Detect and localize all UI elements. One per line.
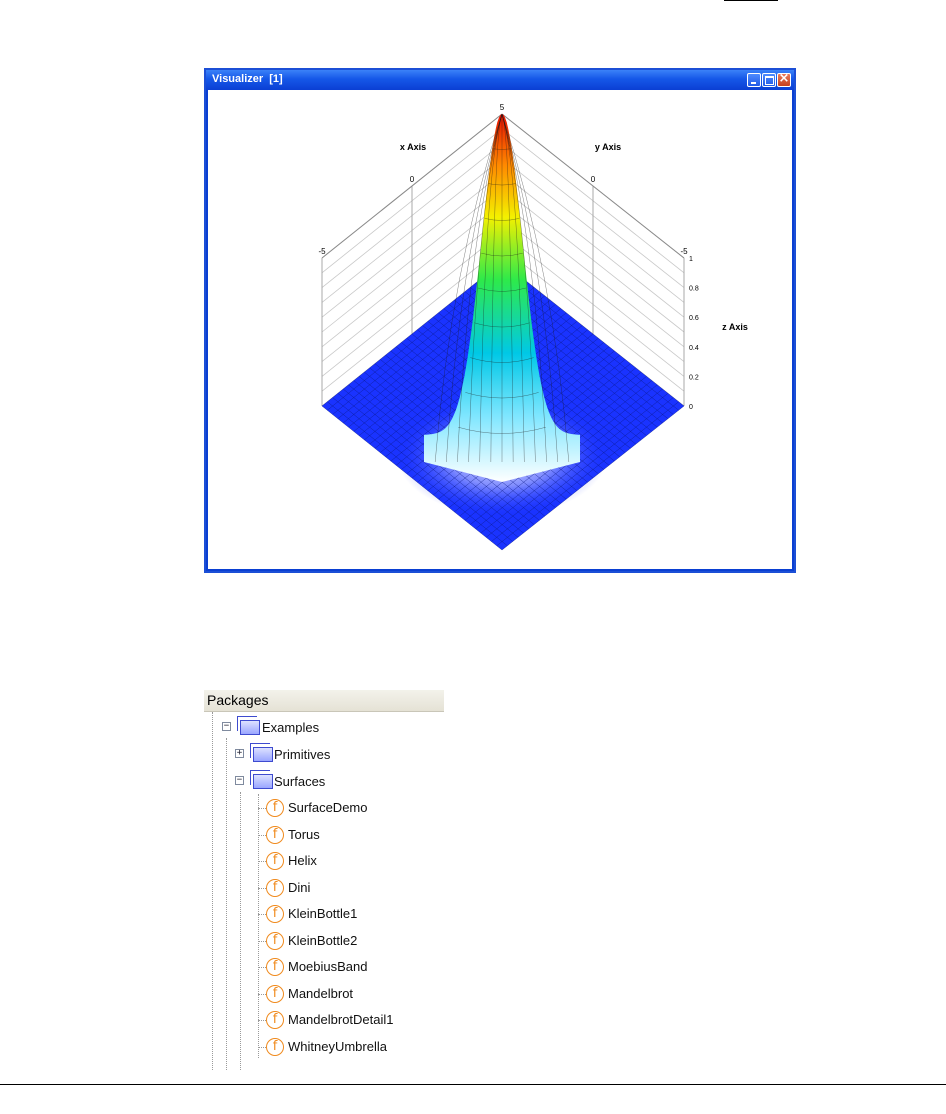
function-icon: f	[266, 905, 284, 923]
tree-label: KleinBottle2	[288, 932, 358, 948]
tree-label: Mandelbrot	[288, 985, 354, 1001]
tree-guide	[258, 994, 266, 995]
z-tick-label: 1	[689, 256, 693, 263]
tree-item-surfaces[interactable]	[204, 770, 444, 796]
tree-guide	[258, 941, 266, 942]
function-icon: f	[266, 852, 284, 870]
tree-label: Surfaces	[274, 774, 326, 789]
tree-label: Primitives	[274, 747, 331, 762]
package-icon	[253, 747, 273, 762]
tree-label: WhitneyUmbrella	[288, 1038, 387, 1054]
surface-plot[interactable]	[208, 90, 796, 573]
z-tick-label: 0	[689, 404, 693, 411]
function-icon: f	[266, 1011, 284, 1029]
plot-area[interactable]	[208, 90, 792, 569]
surface-peak	[424, 114, 580, 482]
tree-item-function[interactable]	[204, 1035, 444, 1061]
window-title: Visualizer [1]	[212, 73, 283, 85]
visualizer-window[interactable]	[204, 68, 796, 573]
x-tick-label: 0	[409, 175, 415, 184]
collapse-icon[interactable]: −	[223, 721, 230, 731]
tree-guide	[258, 861, 266, 862]
tree-label: MandelbrotDetail1	[288, 1012, 394, 1027]
tree-item-function[interactable]	[204, 982, 444, 1008]
tree-item-function[interactable]	[204, 955, 444, 981]
tree-item-primitives[interactable]	[204, 743, 444, 769]
tree-label: Helix	[288, 853, 317, 868]
x-axis-label: x Axis	[399, 142, 427, 152]
y-axis-label: y Axis	[594, 142, 622, 152]
function-icon: f	[266, 958, 284, 976]
tree-item-function[interactable]	[204, 876, 444, 902]
tree-item-function[interactable]	[204, 1008, 444, 1034]
function-icon: f	[266, 879, 284, 897]
tree-item-function[interactable]	[204, 849, 444, 875]
z-tick-label: 0.4	[689, 344, 699, 352]
minimize-button[interactable]	[747, 73, 761, 87]
packages-panel	[204, 690, 444, 1070]
tree-label: KleinBottle1	[288, 906, 358, 921]
tree-item-function[interactable]	[204, 902, 444, 928]
expand-icon[interactable]: +	[236, 748, 243, 758]
tree-label: Examples	[262, 720, 320, 735]
tree-item-function[interactable]	[204, 823, 444, 849]
collapse-icon[interactable]: −	[236, 775, 243, 785]
function-icon: f	[266, 1038, 284, 1056]
packages-header: Packages	[204, 690, 444, 712]
x-tick-label: -5	[318, 247, 326, 256]
y-tick-label: -5	[680, 247, 688, 256]
maximize-button[interactable]	[762, 73, 776, 87]
bottom-rule	[0, 1084, 946, 1085]
close-button[interactable]	[777, 73, 791, 87]
function-icon: f	[266, 932, 284, 950]
package-icon	[240, 720, 260, 735]
tree-guide	[258, 914, 266, 915]
tree-label: MoebiusBand	[288, 959, 368, 974]
tree-guide	[258, 967, 266, 968]
tree-guide	[258, 1047, 266, 1048]
y-tick-label: 0	[590, 175, 596, 184]
z-tick-label: 0.6	[689, 315, 699, 323]
z-tick-label: 0.2	[689, 374, 699, 382]
tree-label: Dini	[288, 879, 311, 895]
tree-label: Torus	[288, 826, 320, 842]
z-axis-label: z Axis	[722, 322, 748, 332]
function-icon: f	[266, 985, 284, 1003]
top-rule	[724, 0, 778, 1]
package-icon	[253, 774, 273, 789]
title-bar[interactable]	[206, 70, 794, 90]
tree-guide	[258, 888, 266, 889]
function-icon: f	[266, 799, 284, 817]
tree-item-function[interactable]	[204, 929, 444, 955]
tree-guide	[258, 808, 266, 809]
tree-item-examples[interactable]	[204, 716, 444, 742]
tree-guide	[258, 1020, 266, 1021]
z-tick-label: 0.8	[689, 285, 699, 293]
function-icon: f	[266, 826, 284, 844]
tree-label: SurfaceDemo	[288, 800, 368, 815]
x-tick-label: 5	[499, 103, 505, 112]
tree-item-function[interactable]	[204, 796, 444, 822]
tree-guide	[258, 835, 266, 836]
